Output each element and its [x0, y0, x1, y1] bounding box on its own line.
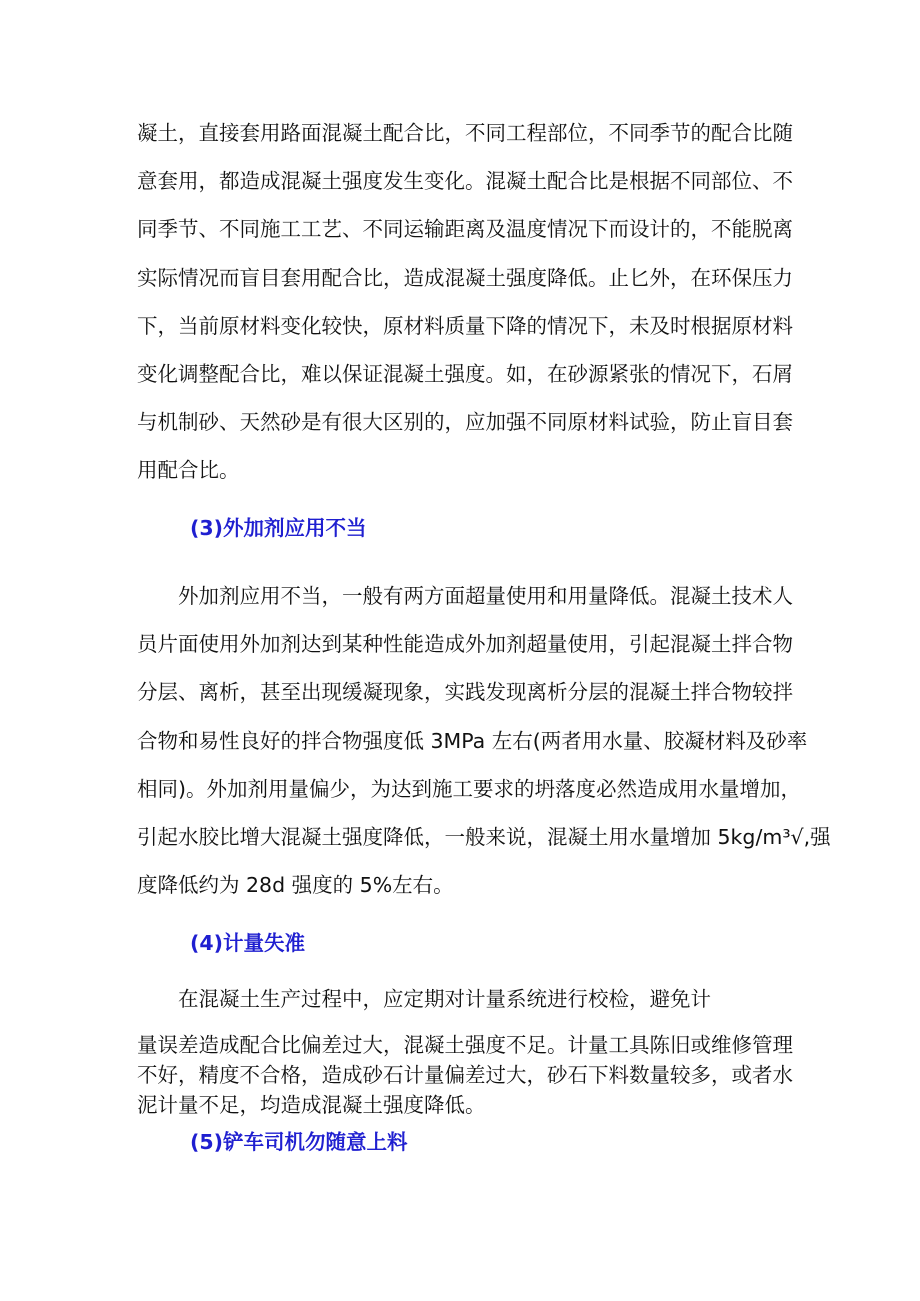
text-line: 不好，精度不合格，造成砂石计量偏差过大，砂石下料数量较多，或者水: [137, 1063, 793, 1087]
paragraph-admixture: [137, 572, 831, 909]
text-line: 泥计量不足，均造成混凝土强度降低。: [137, 1093, 486, 1117]
text-line: 变化调整配合比，难以保证混凝土强度。如，在砂源紧张的情况下，石屑: [137, 362, 793, 387]
section-heading-3: (3)外加剂应用不当: [190, 516, 367, 540]
paragraph-metering-intro: [137, 975, 785, 1023]
text-line: 在混凝土生产过程中，应定期对计量系统进行校检，避免计: [137, 987, 711, 1011]
section-heading-4: (4)计量失准: [190, 931, 306, 955]
text-line: 度降低约为 28d 强度的 5%左右。: [137, 873, 454, 898]
text-line: 凝土，直接套用路面混凝土配合比，不同工程部位，不同季节的配合比随: [137, 121, 793, 145]
section-heading-5: (5)铲车司机勿随意上料: [190, 1130, 408, 1154]
text-line: 分层、离析，甚至出现缓凝现象，实践发现离析分层的混凝土拌合物较拌: [137, 680, 793, 705]
text-line: 与机制砂、天然砂是有很大区别的，应加强不同原材料试验，防止盲目套: [137, 410, 793, 435]
text-line: 下，当前原材料变化较快，原材料质量下降的情况下，未及时根据原材料: [137, 313, 793, 338]
text-line: 相同)。外加剂用量偏少，为达到施工要求的坍落度必然造成用水量增加，: [137, 776, 801, 801]
text-line: 外加剂应用不当，一般有两方面超量使用和用量降低。混凝土技术人: [137, 584, 793, 608]
paragraph-mix-ratio: [137, 109, 793, 495]
text-line: 用配合比。: [137, 458, 240, 483]
text-line: 意套用，都造成混凝土强度发生变化。混凝土配合比是根据不同部位、不: [137, 169, 793, 194]
text-line: 引起水胶比增大混凝土强度降低，一般来说，混凝土用水量增加 5kg∕m³√,强: [137, 825, 831, 850]
text-line: 合物和易性良好的拌合物强度低 3MPa 左右(两者用水量、胶凝材料及砂率: [137, 728, 808, 753]
paragraph-metering: [137, 1030, 793, 1120]
text-line: 同季节、不同施工工艺、不同运输距离及温度情况下而设计的，不能脱离: [137, 217, 793, 242]
text-line: 量误差造成配合比偏差过大，混凝土强度不足。计量工具陈旧或维修管理: [137, 1033, 793, 1057]
text-line: 实际情况而盲目套用配合比，造成混凝土强度降低。止匕外，在环保压力: [137, 265, 793, 290]
text-line: 员片面使用外加剂达到某种性能造成外加剂超量使用，引起混凝土拌合物: [137, 632, 793, 657]
